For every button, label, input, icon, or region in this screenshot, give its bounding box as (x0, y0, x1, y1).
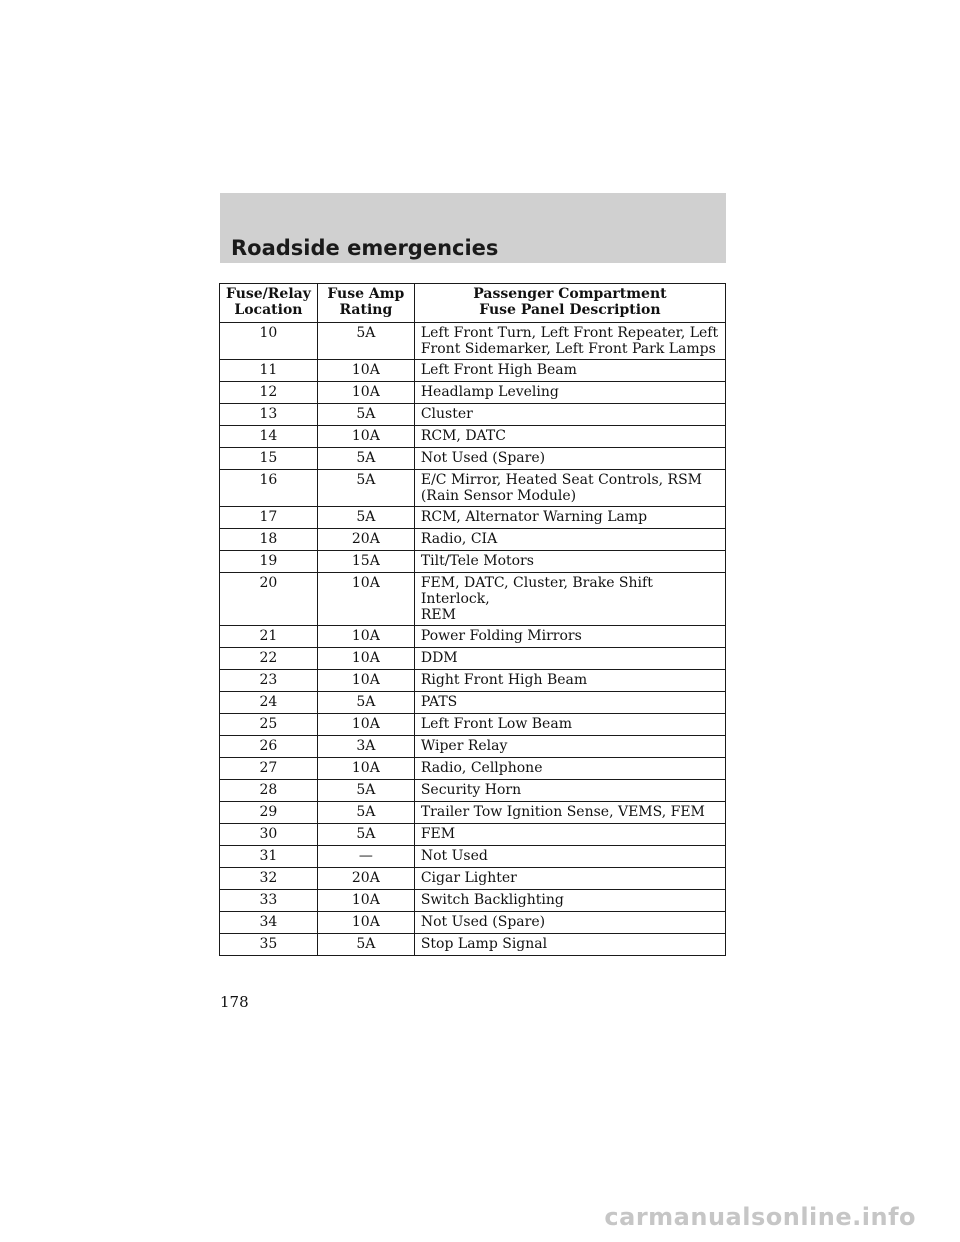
fuse-location-cell: 12 (220, 382, 318, 404)
fuse-description-cell (414, 470, 725, 507)
fuse-description-line: Security Horn (420, 782, 522, 798)
fuse-description-cell (414, 551, 725, 573)
header-amp-line2: Rating (339, 302, 393, 318)
fuse-description-cell (414, 426, 725, 448)
fuse-rating-cell: 10A (317, 426, 414, 448)
table-row (220, 626, 726, 648)
fuse-rating-cell: 10A (317, 360, 414, 382)
fuse-description-cell (414, 912, 725, 934)
fuse-description-line: REM (420, 607, 456, 623)
fuse-rating-cell: 3A (317, 736, 414, 758)
table-row (220, 323, 726, 360)
header-location (220, 284, 318, 323)
fuse-description-cell (414, 692, 725, 714)
fuse-description-cell (414, 448, 725, 470)
table-row (220, 448, 726, 470)
fuse-location-cell: 11 (220, 360, 318, 382)
table-row (220, 868, 726, 890)
table-row (220, 507, 726, 529)
fuse-description-line: Headlamp Leveling (420, 384, 559, 400)
fuse-rating-cell: 5A (317, 802, 414, 824)
table-row (220, 692, 726, 714)
fuse-location-cell: 34 (220, 912, 318, 934)
fuse-table (219, 283, 726, 956)
fuse-description-cell (414, 626, 725, 648)
fuse-location-cell: 26 (220, 736, 318, 758)
fuse-description-cell (414, 802, 725, 824)
fuse-rating-cell: 5A (317, 824, 414, 846)
section-header-bar (220, 193, 726, 263)
fuse-description-cell (414, 890, 725, 912)
fuse-description-line: Radio, CIA (420, 531, 498, 547)
table-row (220, 846, 726, 868)
fuse-description-line: RCM, DATC (420, 428, 506, 444)
table-row (220, 758, 726, 780)
table-row (220, 824, 726, 846)
fuse-description-line: E/C Mirror, Heated Seat Controls, RSM (420, 472, 703, 488)
header-description-line2: Fuse Panel Description (479, 302, 661, 318)
fuse-location-cell: 33 (220, 890, 318, 912)
table-row (220, 529, 726, 551)
fuse-description-cell (414, 404, 725, 426)
fuse-description-cell (414, 934, 725, 956)
fuse-location-cell: 19 (220, 551, 318, 573)
table-row (220, 551, 726, 573)
fuse-description-line: RCM, Alternator Warning Lamp (420, 509, 648, 525)
fuse-description-cell (414, 507, 725, 529)
fuse-description-cell (414, 382, 725, 404)
fuse-description-cell (414, 648, 725, 670)
fuse-table-body (220, 323, 726, 956)
fuse-description-cell (414, 780, 725, 802)
fuse-rating-cell: 20A (317, 529, 414, 551)
table-row (220, 736, 726, 758)
fuse-rating-cell: 10A (317, 670, 414, 692)
table-row (220, 573, 726, 626)
fuse-location-cell: 18 (220, 529, 318, 551)
header-description (414, 284, 725, 323)
fuse-rating-cell: 5A (317, 448, 414, 470)
fuse-description-line: Front Sidemarker, Left Front Park Lamps (420, 341, 716, 357)
fuse-description-cell (414, 846, 725, 868)
fuse-location-cell: 28 (220, 780, 318, 802)
fuse-description-cell (414, 323, 725, 360)
fuse-location-cell: 25 (220, 714, 318, 736)
fuse-location-cell: 20 (220, 573, 318, 626)
fuse-description-line: Left Front Turn, Left Front Repeater, Left (420, 325, 719, 341)
header-description-line1: Passenger Compartment (473, 286, 667, 302)
fuse-location-cell: 23 (220, 670, 318, 692)
fuse-description-line: PATS (420, 694, 458, 710)
header-amp-rating (317, 284, 414, 323)
table-row (220, 404, 726, 426)
fuse-description-line: Trailer Tow Ignition Sense, VEMS, FEM (420, 804, 705, 820)
table-row (220, 802, 726, 824)
fuse-rating-cell: 10A (317, 758, 414, 780)
fuse-description-line: Radio, Cellphone (420, 760, 543, 776)
table-row (220, 648, 726, 670)
fuse-location-cell: 10 (220, 323, 318, 360)
fuse-description-line: Cigar Lighter (420, 870, 517, 886)
fuse-description-line: Tilt/Tele Motors (420, 553, 534, 569)
fuse-location-cell: 30 (220, 824, 318, 846)
fuse-rating-cell: — (317, 846, 414, 868)
fuse-description-cell (414, 529, 725, 551)
fuse-rating-cell: 5A (317, 692, 414, 714)
fuse-description-line: Cluster (420, 406, 473, 422)
fuse-description-cell (414, 714, 725, 736)
fuse-location-cell: 35 (220, 934, 318, 956)
fuse-rating-cell: 5A (317, 780, 414, 802)
table-row (220, 780, 726, 802)
fuse-description-line: FEM, DATC, Cluster, Brake Shift Interlock, (420, 575, 653, 607)
fuse-description-line: Left Front High Beam (420, 362, 577, 378)
fuse-description-line: Stop Lamp Signal (420, 936, 548, 952)
fuse-description-line: DDM (420, 650, 458, 666)
fuse-description-cell (414, 670, 725, 692)
fuse-description-line: Wiper Relay (420, 738, 508, 754)
fuse-description-line: Right Front High Beam (420, 672, 588, 688)
fuse-rating-cell: 10A (317, 890, 414, 912)
fuse-rating-cell: 5A (317, 323, 414, 360)
section-title: Roadside emergencies (231, 236, 499, 260)
fuse-location-cell: 16 (220, 470, 318, 507)
fuse-location-cell: 22 (220, 648, 318, 670)
fuse-rating-cell: 10A (317, 648, 414, 670)
table-row (220, 470, 726, 507)
fuse-description-cell (414, 824, 725, 846)
table-row (220, 890, 726, 912)
fuse-location-cell: 15 (220, 448, 318, 470)
table-row (220, 714, 726, 736)
fuse-rating-cell: 5A (317, 470, 414, 507)
fuse-location-cell: 24 (220, 692, 318, 714)
watermark: carmanualsonline.info (604, 1203, 916, 1231)
fuse-location-cell: 14 (220, 426, 318, 448)
fuse-location-cell: 32 (220, 868, 318, 890)
fuse-description-line: FEM (420, 826, 456, 842)
fuse-location-cell: 27 (220, 758, 318, 780)
fuse-location-cell: 21 (220, 626, 318, 648)
page-number: 178 (220, 993, 249, 1011)
fuse-rating-cell: 5A (317, 507, 414, 529)
header-location-line1: Fuse/Relay (226, 286, 311, 302)
fuse-description-line: Power Folding Mirrors (420, 628, 582, 644)
fuse-rating-cell: 5A (317, 404, 414, 426)
fuse-description-cell (414, 573, 725, 626)
fuse-rating-cell: 15A (317, 551, 414, 573)
fuse-description-line: Switch Backlighting (420, 892, 564, 908)
fuse-description-line: (Rain Sensor Module) (420, 488, 577, 504)
fuse-rating-cell: 20A (317, 868, 414, 890)
table-row (220, 934, 726, 956)
fuse-rating-cell: 10A (317, 573, 414, 626)
table-row (220, 382, 726, 404)
fuse-description-line: Not Used (Spare) (420, 450, 546, 466)
fuse-description-line: Not Used (Spare) (420, 914, 546, 930)
table-row (220, 426, 726, 448)
header-amp-line1: Fuse Amp (327, 286, 405, 302)
fuse-rating-cell: 10A (317, 626, 414, 648)
fuse-description-line: Left Front Low Beam (420, 716, 572, 732)
fuse-description-cell (414, 758, 725, 780)
fuse-rating-cell: 10A (317, 912, 414, 934)
fuse-table-head (220, 284, 726, 323)
header-row (220, 284, 726, 323)
fuse-location-cell: 29 (220, 802, 318, 824)
table-row (220, 912, 726, 934)
fuse-description-cell (414, 736, 725, 758)
fuse-location-cell: 31 (220, 846, 318, 868)
table-row (220, 360, 726, 382)
header-location-line2: Location (234, 302, 303, 318)
fuse-rating-cell: 10A (317, 714, 414, 736)
table-row (220, 670, 726, 692)
fuse-description-cell (414, 360, 725, 382)
fuse-rating-cell: 10A (317, 382, 414, 404)
fuse-description-line: Not Used (420, 848, 488, 864)
fuse-description-cell (414, 868, 725, 890)
fuse-location-cell: 17 (220, 507, 318, 529)
fuse-location-cell: 13 (220, 404, 318, 426)
fuse-rating-cell: 5A (317, 934, 414, 956)
